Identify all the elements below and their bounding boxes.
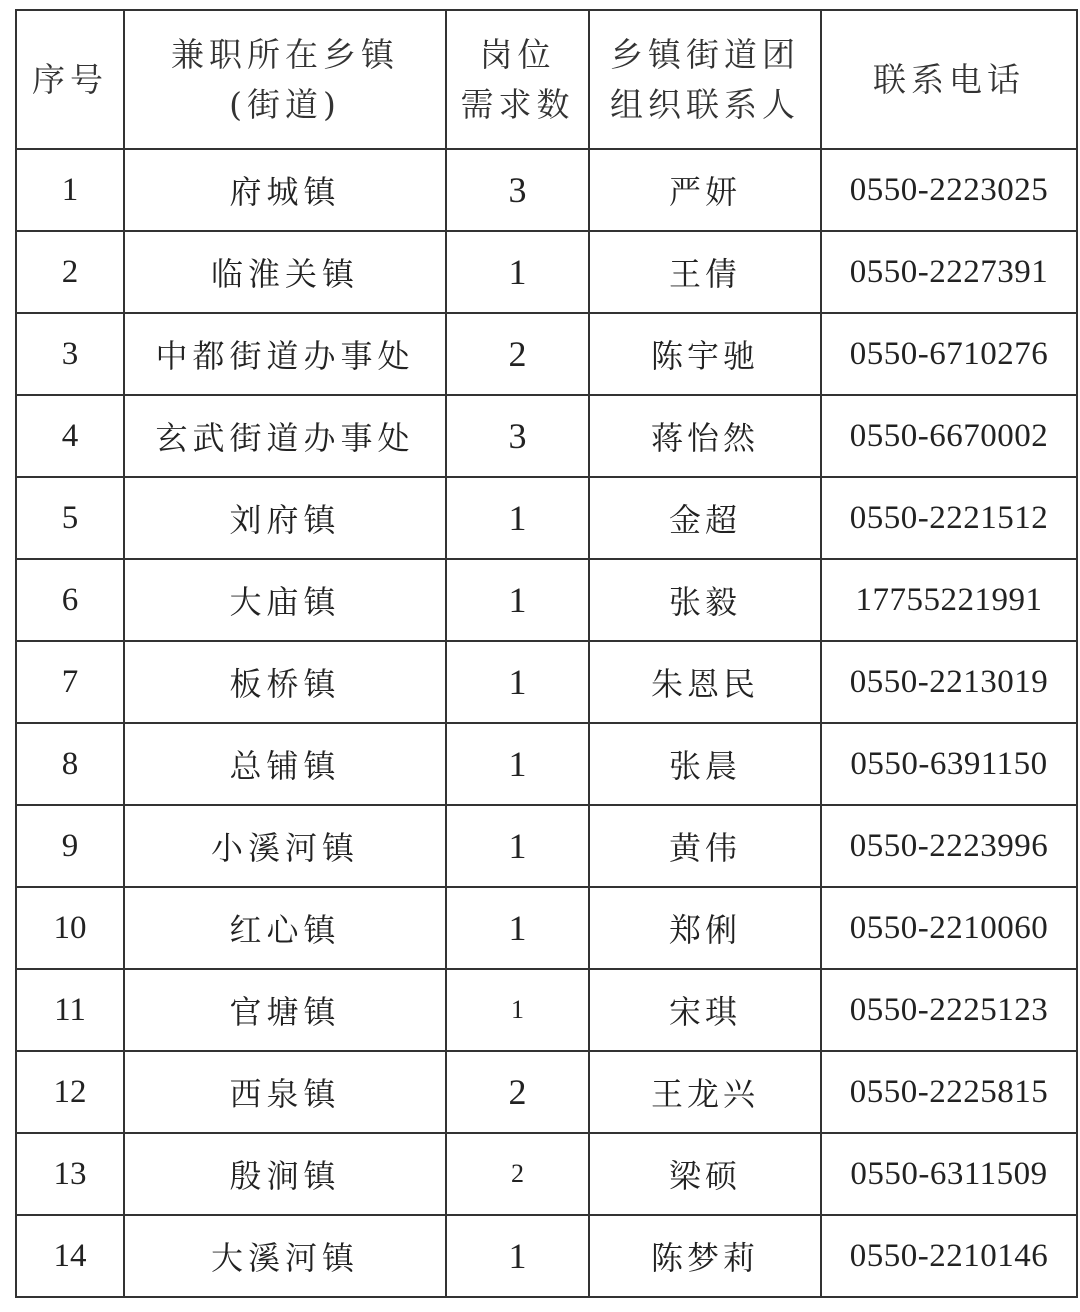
table-row <box>16 1051 1077 1133</box>
row-town: 刘府镇 <box>124 477 446 559</box>
row-phone: 0550-6311509 <box>821 1133 1077 1215</box>
header-town <box>124 10 446 149</box>
row-phone: 0550-2227391 <box>821 231 1077 313</box>
row-count: 1 <box>446 723 589 805</box>
row-count: 1 <box>446 641 589 723</box>
row-town: 临淮关镇 <box>124 231 446 313</box>
row-phone: 0550-2223996 <box>821 805 1077 887</box>
row-count: 2 <box>446 1133 589 1215</box>
row-town: 中都街道办事处 <box>124 313 446 395</box>
table-body <box>16 149 1077 1297</box>
header-phone: 联系电话 <box>821 10 1077 149</box>
row-town: 玄武街道办事处 <box>124 395 446 477</box>
row-contact: 朱恩民 <box>589 641 821 723</box>
header-count <box>446 10 589 149</box>
row-count: 1 <box>446 1215 589 1297</box>
row-count: 2 <box>446 313 589 395</box>
table-row <box>16 723 1077 805</box>
header-town-line1: 兼职所在乡镇 <box>171 34 399 74</box>
table-row <box>16 805 1077 887</box>
row-contact: 陈宇驰 <box>589 313 821 395</box>
row-town: 板桥镇 <box>124 641 446 723</box>
table-row <box>16 1215 1077 1297</box>
row-index: 10 <box>16 887 124 969</box>
header-contact <box>589 10 821 149</box>
row-town: 小溪河镇 <box>124 805 446 887</box>
table-row <box>16 559 1077 641</box>
row-town: 府城镇 <box>124 149 446 231</box>
row-phone: 0550-2213019 <box>821 641 1077 723</box>
table-row <box>16 969 1077 1051</box>
row-town: 总铺镇 <box>124 723 446 805</box>
row-index: 6 <box>16 559 124 641</box>
header-row <box>16 10 1077 149</box>
row-contact: 陈梦莉 <box>589 1215 821 1297</box>
header-contact-line2: 组织联系人 <box>610 84 800 124</box>
row-phone: 0550-2223025 <box>821 149 1077 231</box>
row-index: 11 <box>16 969 124 1051</box>
header-town-line2: (街道) <box>229 84 341 124</box>
row-town: 殷涧镇 <box>124 1133 446 1215</box>
table-header <box>16 10 1077 149</box>
row-contact: 严妍 <box>589 149 821 231</box>
row-contact: 宋琪 <box>589 969 821 1051</box>
row-phone: 17755221991 <box>821 559 1077 641</box>
row-index: 14 <box>16 1215 124 1297</box>
row-town: 大溪河镇 <box>124 1215 446 1297</box>
row-index: 2 <box>16 231 124 313</box>
row-town: 大庙镇 <box>124 559 446 641</box>
contact-table <box>15 9 1078 1298</box>
row-index: 9 <box>16 805 124 887</box>
row-index: 12 <box>16 1051 124 1133</box>
row-count: 3 <box>446 395 589 477</box>
row-contact: 王龙兴 <box>589 1051 821 1133</box>
row-index: 1 <box>16 149 124 231</box>
table-row <box>16 887 1077 969</box>
row-contact: 梁硕 <box>589 1133 821 1215</box>
row-contact: 张晨 <box>589 723 821 805</box>
row-count: 1 <box>446 477 589 559</box>
header-count-line2: 需求数 <box>460 84 575 124</box>
row-phone: 0550-2225123 <box>821 969 1077 1051</box>
row-town: 西泉镇 <box>124 1051 446 1133</box>
row-contact: 张毅 <box>589 559 821 641</box>
row-index: 5 <box>16 477 124 559</box>
table-row <box>16 149 1077 231</box>
row-phone: 0550-2221512 <box>821 477 1077 559</box>
table-row <box>16 1133 1077 1215</box>
row-count: 1 <box>446 969 589 1051</box>
row-count: 3 <box>446 149 589 231</box>
table-row <box>16 313 1077 395</box>
row-contact: 王倩 <box>589 231 821 313</box>
table-row <box>16 641 1077 723</box>
row-count: 2 <box>446 1051 589 1133</box>
row-index: 8 <box>16 723 124 805</box>
row-index: 3 <box>16 313 124 395</box>
row-town: 红心镇 <box>124 887 446 969</box>
header-count-line1: 岗位 <box>479 34 556 74</box>
row-count: 1 <box>446 231 589 313</box>
row-index: 7 <box>16 641 124 723</box>
row-phone: 0550-2225815 <box>821 1051 1077 1133</box>
table-row <box>16 231 1077 313</box>
row-phone: 0550-2210060 <box>821 887 1077 969</box>
row-phone: 0550-6670002 <box>821 395 1077 477</box>
row-phone: 0550-6710276 <box>821 313 1077 395</box>
row-contact: 郑俐 <box>589 887 821 969</box>
row-town: 官塘镇 <box>124 969 446 1051</box>
row-count: 1 <box>446 805 589 887</box>
table-row <box>16 395 1077 477</box>
row-count: 1 <box>446 559 589 641</box>
header-index: 序号 <box>16 10 124 149</box>
row-phone: 0550-6391150 <box>821 723 1077 805</box>
row-contact: 金超 <box>589 477 821 559</box>
row-contact: 蒋怡然 <box>589 395 821 477</box>
row-count: 1 <box>446 887 589 969</box>
row-contact: 黄伟 <box>589 805 821 887</box>
row-index: 13 <box>16 1133 124 1215</box>
table-row <box>16 477 1077 559</box>
row-phone: 0550-2210146 <box>821 1215 1077 1297</box>
header-contact-line1: 乡镇街道团 <box>610 34 800 74</box>
row-index: 4 <box>16 395 124 477</box>
